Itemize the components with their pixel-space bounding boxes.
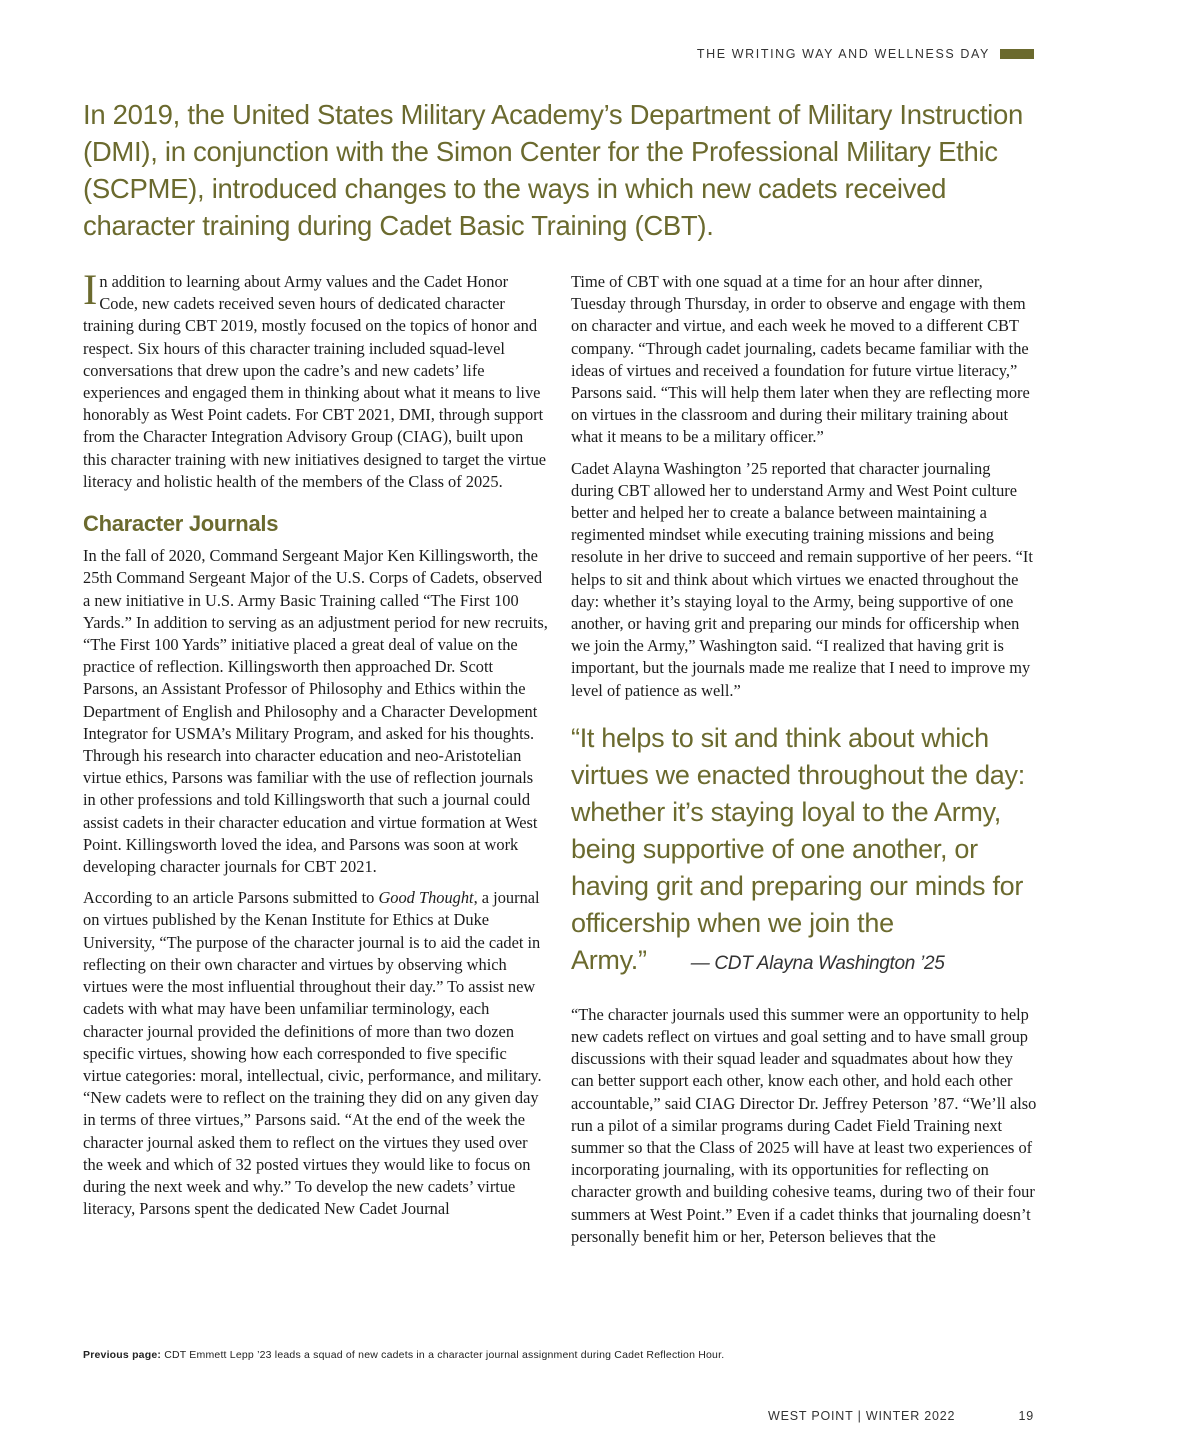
body-paragraph-3	[83, 887, 549, 1220]
body-paragraph-2: In the fall of 2020, Command Sergeant Major Ken Killingsworth, the 25th Command Sergeant Major of the U.S. Corps of Cadets, observed a new initiative in U.S. Army Basic Training called “The First 100 Yards.” In addition to serving as an adjustment period for new recruits, “The First 100 Yards” initiative placed a great deal of value on the practice of reflection. Killingsworth then approached Dr. Scott Parsons, an Assistant Professor of Philosophy and Ethics within the Department of English and Philosophy and a Character Development Integrator for USMA’s Military Program, and asked for his thoughts. Through his research into character education and neo-Aristotelian virtue ethics, Parsons was familiar with the use of reflection journals in other professions and told Killingsworth that such a journal could assist cadets in their character education and virtue formation at West Point. Killingsworth loved the idea, and Parsons was soon at work developing character journals for CBT 2021.	[83, 546, 548, 877]
intro-paragraph	[83, 267, 549, 493]
right-paragraph-3: “The character journals used this summer were an opportunity to help new cadets reflect on virtues and goal setting and to have small group discussions with their squad leader and squadmates about how they can better support each other, know each other, and hold each other accountable,” said CIAG Director Dr. Jeffrey Peterson ’87. “We’ll also run a pilot of a similar programs during Cadet Field Training next summer so that the Class of 2025 will have at least two experiences of incorporating journaling, with its opportunities for reflecting on character growth and building cohesive teams, during two of their four summers at West Point.” Even if a cadet thinks that journaling doesn’t personally benefit him or her, Peterson believes that the	[571, 1004, 1037, 1246]
right-column	[571, 271, 1037, 1257]
caption-text: CDT Emmett Lepp ’23 leads a squad of new cadets in a character journal assignment during Cadet Reflection Hour.	[161, 1349, 725, 1361]
left-column	[83, 267, 549, 1229]
page-number: 19	[1018, 1409, 1034, 1423]
header-accent-bar	[1000, 49, 1034, 59]
caption-label: Previous page:	[83, 1349, 162, 1361]
pull-quote	[571, 720, 1037, 982]
pull-quote-text: “It helps to sit and think about which virtues we enacted throughout the day: whether it’s staying loyal to the Army, being supportive of one another, or having grit and preparing our minds for officership when we join the Army.”	[571, 722, 1025, 975]
publication-title: Good Thought	[378, 888, 474, 908]
running-header	[697, 47, 1034, 61]
right-paragraph-2: Cadet Alayna Washington ’25 reported that character journaling during CBT allowed her to understand Army and West Point culture better and helped her to create a balance between maintaining a regimented mindset while executing training missions and being resolute in her drive to succeed and remain supportive of her peers. “It helps to sit and think about which virtues we enacted throughout the day: whether it’s staying loyal to the Army, being supportive of one another, or having grit and preparing our minds for officership when we join the Army,” Washington said. “I realized that having grit is important, but the journals made me realize that I need to improve my level of patience as well.”	[571, 458, 1033, 700]
pull-quote-attribution: — CDT Alayna Washington ’25	[690, 952, 945, 974]
drop-cap: I	[83, 267, 98, 314]
lead-paragraph: In 2019, the United States Military Academy’s Department of Military Instruction (DMI), in conjunction with the Simon Center for the Professional Military Ethic (SCPME), introduced changes to the ways in which new cadets received character training during Cadet Basic Training (CBT).	[83, 99, 1023, 241]
section-heading: Character Journals	[83, 511, 279, 537]
photo-caption	[83, 1349, 724, 1361]
intro-text: n addition to learning about Army values and the Cadet Honor Code, new cadets received seven hours of dedicated character training during CBT 2019, mostly focused on the topics of honor and respect. Six hours of this character training included squad-level conversations that drew upon the cadre’s and new cadets’ life experiences and engaged them in thinking about what it means to live honorably as West Point cadets. For CBT 2021, DMI, through support from the Character Integration Advisory Group (CIAG), built upon this character training with new initiatives designed to target the virtue literacy and holistic health of the members of the Class of 2025.	[83, 272, 547, 491]
running-header-title: THE WRITING WAY AND WELLNESS DAY	[696, 47, 990, 61]
paragraph-3-start: According to an article Parsons submitted to	[83, 888, 379, 908]
footer-publication: WEST POINT | WINTER 2022	[768, 1409, 956, 1423]
right-paragraph-1: Time of CBT with one squad at a time for an hour after dinner, Tuesday through Thursday, in order to observe and engage with them on character and virtue, and each week he moved to a different CBT company. “Through cadet journaling, cadets became familiar with the ideas of virtues and received a foundation for future virtue literacy,” Parsons said. “This will help them later when they are reflecting more on virtues in the classroom and during their military training about what it means to be a military officer.”	[571, 272, 1030, 447]
paragraph-3-rest: , a journal on virtues published by the Kenan Institute for Ethics at Duke University, “The purpose of the character journal is to aid the cadet in reflecting on their own character and virtues by observing which virtues were the most influential throughout their day.” To assist new cadets with what may have been unfamiliar terminology, each character journal provided the definitions of more than two dozen specific virtues, showing how each corresponded to five specific virtue categories: moral, intellectual, civic, performance, and military. “New cadets were to reflect on the training they did on any given day in terms of three virtues,” Parsons said. “At the end of the week the character journal asked them to reflect on the virtues they used over the week and which of 32 posted virtues they would like to focus on during the next week and why.” To develop the new cadets’ virtue literacy, Parsons spent the dedicated New Cadet Journal	[83, 888, 542, 1219]
